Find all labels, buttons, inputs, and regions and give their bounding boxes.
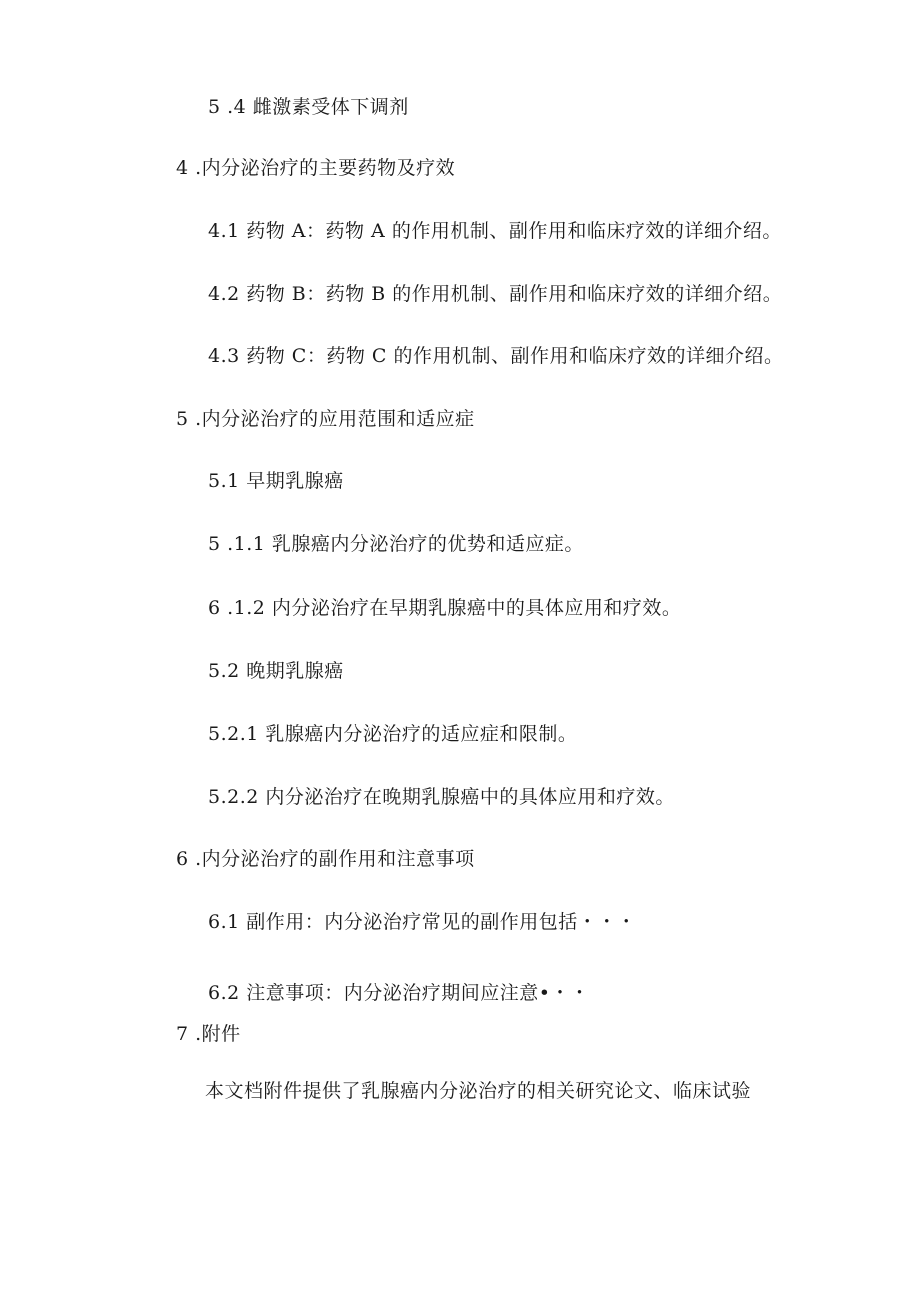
section-7-heading: 7 .附件 — [176, 1023, 241, 1045]
section-5-2-heading: 5.2 晚期乳腺癌 — [208, 660, 344, 682]
section-5-1-1-item: 5 .1.1 乳腺癌内分泌治疗的优势和适应症。 — [208, 533, 584, 555]
section-5-1-heading: 5.1 早期乳腺癌 — [208, 470, 344, 492]
section-6-heading: 6 .内分泌治疗的副作用和注意事项 — [176, 848, 475, 870]
section-4-2-item: 4.2 药物 B：药物 B 的作用机制、副作用和临床疗效的详细介绍。 — [208, 283, 783, 305]
section-4-3-item: 4.3 药物 C：药物 C 的作用机制、副作用和临床疗效的详细介绍。 — [208, 345, 784, 367]
attachment-paragraph: 本文档附件提供了乳腺癌内分泌治疗的相关研究论文、临床试验 — [205, 1080, 752, 1102]
section-4-1-item: 4.1 药物 A：药物 A 的作用机制、副作用和临床疗效的详细介绍。 — [208, 220, 782, 242]
section-4-heading: 4 .内分泌治疗的主要药物及疗效 — [176, 157, 456, 179]
section-5-2-2-item: 5.2.2 内分泌治疗在晚期乳腺癌中的具体应用和疗效。 — [208, 786, 675, 808]
section-5-4-heading: 5 .4 雌激素受体下调剂 — [208, 96, 409, 118]
section-6-1-item: 6.1 副作用：内分泌治疗常见的副作用包括・・・ — [208, 911, 637, 933]
section-6-1-2-item: 6 .1.2 内分泌治疗在早期乳腺癌中的具体应用和疗效。 — [208, 597, 682, 619]
section-5-2-1-item: 5.2.1 乳腺癌内分泌治疗的适应症和限制。 — [208, 723, 578, 745]
section-6-2-item: 6.2 注意事项：内分泌治疗期间应注意•・・ — [208, 982, 590, 1004]
section-5-heading: 5 .内分泌治疗的应用范围和适应症 — [176, 408, 475, 430]
